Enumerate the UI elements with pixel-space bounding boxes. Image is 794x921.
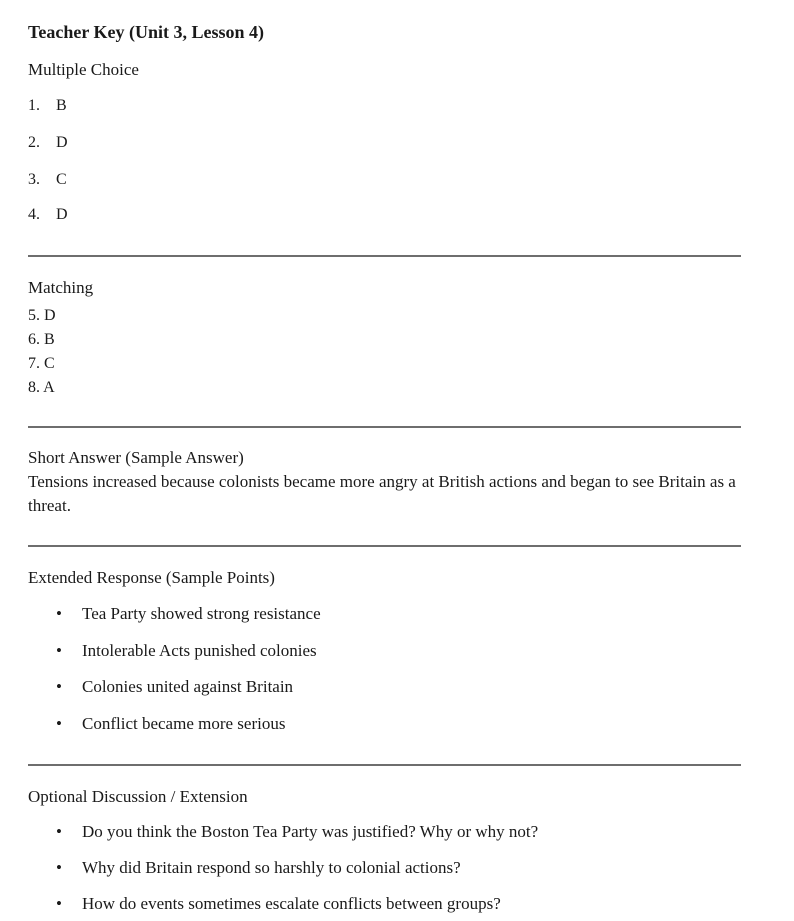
matching-item: 7. C <box>28 355 55 372</box>
mc-item-number: 2. <box>28 134 40 151</box>
bullet-icon: • <box>56 894 62 913</box>
bullet-item <box>56 677 293 697</box>
bullet-item <box>56 858 461 878</box>
section-divider <box>28 426 741 428</box>
mc-item-answer: D <box>56 134 68 151</box>
matching-item: 8. A <box>28 379 55 396</box>
mc-item-answer: D <box>56 206 68 223</box>
matching-list <box>28 304 56 400</box>
bullet-item <box>56 641 317 661</box>
section-divider <box>28 255 741 257</box>
mc-item-number: 1. <box>28 97 40 114</box>
bullet-item <box>56 604 321 624</box>
bullet-icon: • <box>56 822 62 841</box>
page-title: Teacher Key (Unit 3, Lesson 4) <box>28 22 264 42</box>
discussion-heading: Optional Discussion / Extension <box>28 787 248 806</box>
section-divider <box>28 764 741 766</box>
bullet-item <box>56 822 538 842</box>
bullet-icon: • <box>56 677 62 696</box>
bullet-text: How do events sometimes escalate conflicts between groups? <box>82 894 501 913</box>
section-divider <box>28 545 741 547</box>
mc-item-number: 3. <box>28 171 40 188</box>
bullet-text: Why did Britain respond so harshly to colonial actions? <box>82 858 461 877</box>
bullet-text: Intolerable Acts punished colonies <box>82 641 317 660</box>
bullet-icon: • <box>56 858 62 877</box>
bullet-text: Colonies united against Britain <box>82 677 294 696</box>
bullet-icon: • <box>56 641 62 660</box>
bullet-item <box>56 714 285 734</box>
mc-item-number: 4. <box>28 206 40 223</box>
matching-heading: Matching <box>28 278 94 297</box>
bullet-icon: • <box>56 604 62 623</box>
matching-item: 6. B <box>28 331 55 348</box>
short-answer-heading: Short Answer (Sample Answer) <box>28 448 244 467</box>
short-answer-text: Tensions increased because colonists became more angry at British actions and began to see Britain as a threat. <box>28 472 736 515</box>
bullet-text: Conflict became more serious <box>82 714 286 733</box>
mc-item <box>28 206 68 224</box>
matching-item: 5. D <box>28 307 56 324</box>
mc-item-answer: C <box>56 171 67 188</box>
mc-item <box>28 97 67 115</box>
bullet-text: Tea Party showed strong resistance <box>82 604 321 623</box>
bullet-text: Do you think the Boston Tea Party was justified? Why or why not? <box>82 822 539 841</box>
mc-item-answer: B <box>56 97 67 114</box>
bullet-item <box>56 894 501 914</box>
bullet-icon: • <box>56 714 62 733</box>
mc-item <box>28 134 68 152</box>
mc-item <box>28 171 67 189</box>
extended-response-heading: Extended Response (Sample Points) <box>28 568 275 587</box>
multiple-choice-heading: Multiple Choice <box>28 60 139 79</box>
